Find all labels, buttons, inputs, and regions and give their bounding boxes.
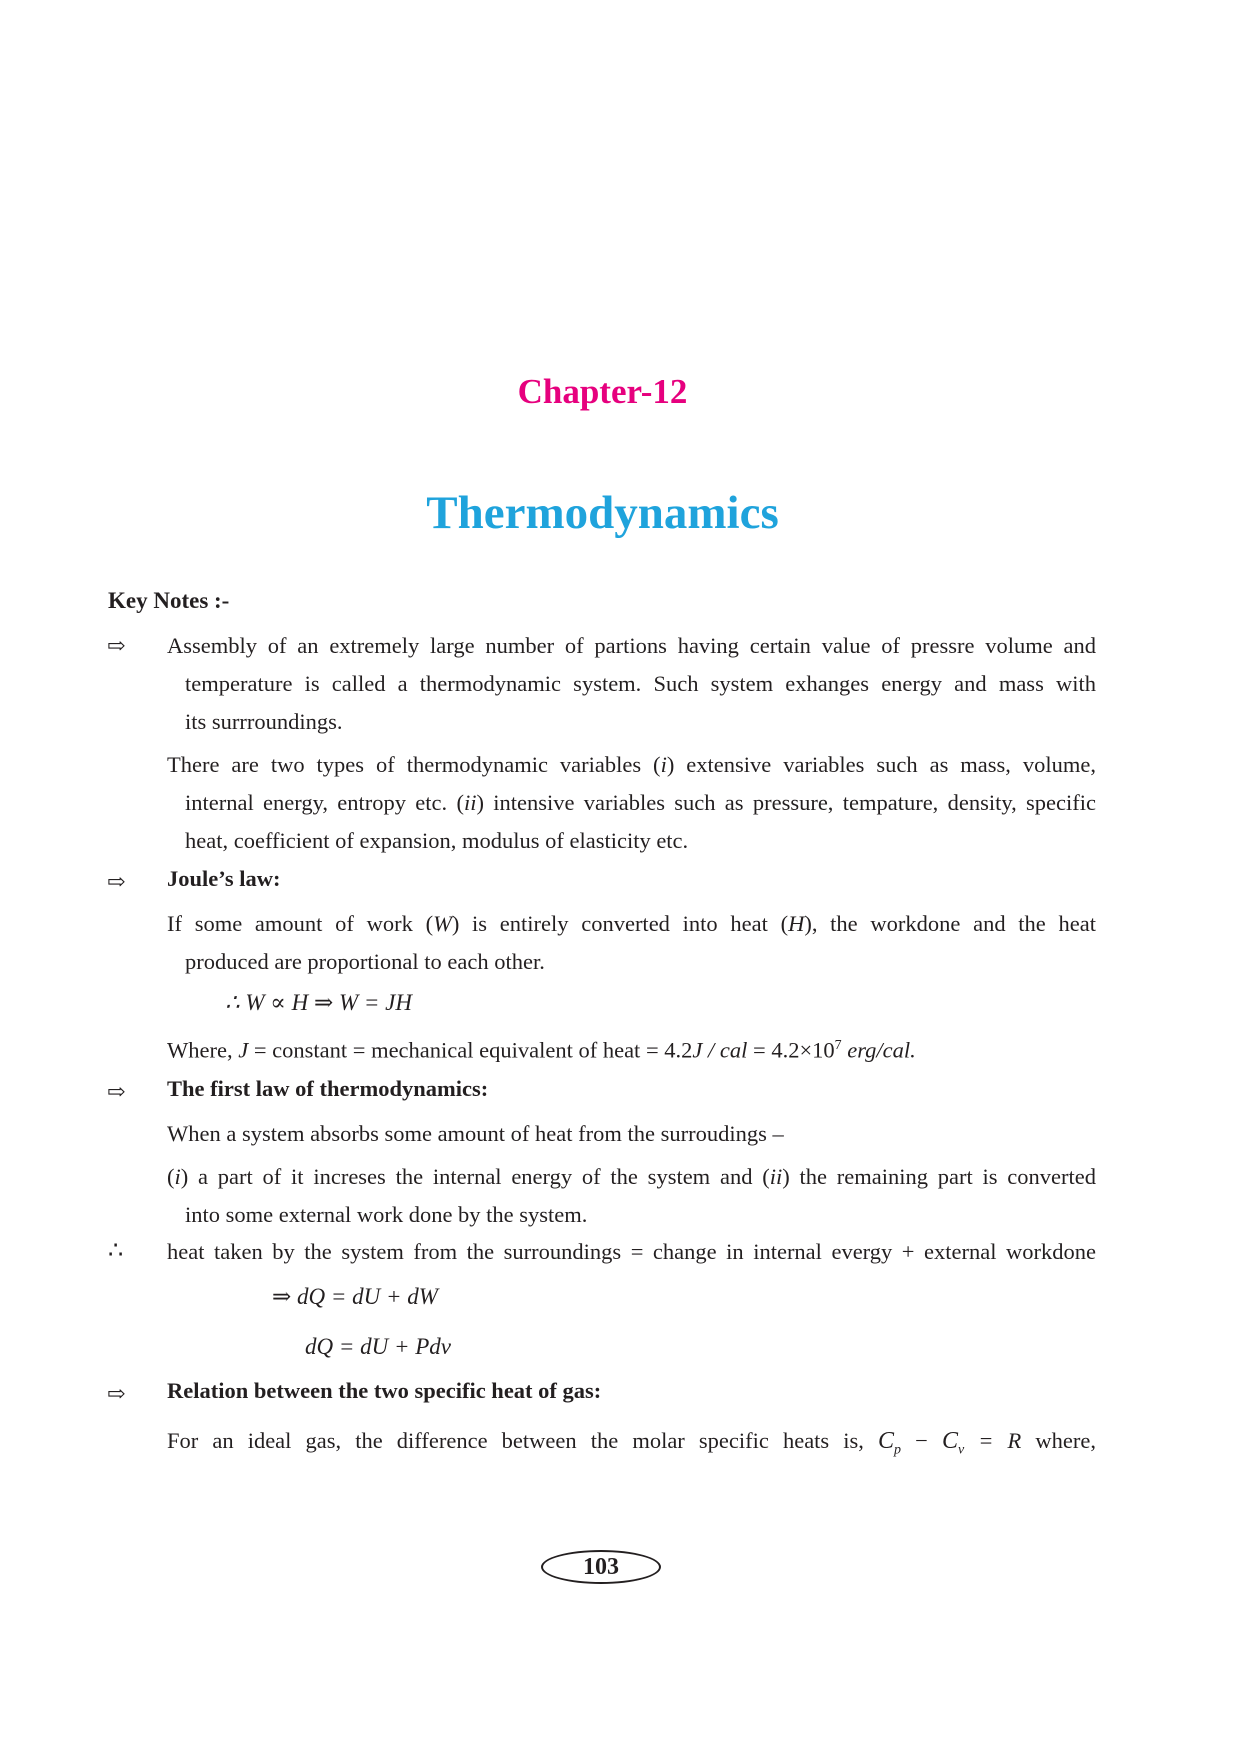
- text-line: For an ideal gas, the difference between the molar specific heats is, $C_p - C_v = R$ where,: [167, 1428, 1096, 1458]
- chapter-number: Chapter-12: [517, 372, 688, 411]
- chapter-title: Thermodynamics: [426, 487, 779, 539]
- specific-heat-heading: Relation between the two specific heat of gas:: [167, 1378, 602, 1403]
- first-law-heading: The first law of thermodynamics:: [167, 1076, 489, 1101]
- text-line: its surrroundings.: [185, 709, 343, 734]
- bullet-arrow-icon: ⇨: [107, 1381, 126, 1406]
- key-notes-label: Key Notes :-: [108, 588, 230, 613]
- bullet-arrow-icon: ⇨: [107, 869, 126, 894]
- system-definition: [167, 627, 1096, 741]
- first-law-equation-1: ⇒ dQ = dU + dW: [272, 1284, 438, 1309]
- text-line: When a system absorbs some amount of heat from the surroudings –: [167, 1121, 784, 1146]
- specific-heat-paragraph: [167, 1425, 1096, 1467]
- bullet-arrow-icon: ⇨: [107, 1079, 126, 1104]
- text-line: Assembly of an extremely large number of partions having certain value of pressre volume and: [167, 633, 1096, 658]
- first-law-paragraph: [167, 1115, 1096, 1153]
- text-line: heat, coefficient of expansion, modulus of elasticity etc.: [185, 828, 689, 853]
- text-line: There are two types of thermodynamic variables (i) extensive variables such as mass, volume,: [167, 752, 1096, 777]
- page-number: 103: [541, 1550, 661, 1584]
- therefore-symbol: ∴: [108, 1238, 124, 1264]
- joule-law-heading: Joule’s law:: [167, 866, 281, 891]
- first-law-statement: [167, 1236, 1096, 1268]
- text-line: internal energy, entropy etc. (ii) intensive variables such as pressure, tempature, density, specific: [185, 790, 1097, 815]
- text-line: heat taken by the system from the surroundings = change in internal evergy + external workdone: [167, 1239, 1096, 1264]
- joule-formula: ∴ W ∝ H ⇒ W = JH: [225, 990, 412, 1015]
- text-line: (i) a part of it increses the internal energy of the system and (ii) the remaining part is converted: [167, 1164, 1096, 1189]
- first-law-equation-2: dQ = dU + Pdv: [305, 1334, 452, 1359]
- bullet-arrow-icon: ⇨: [107, 633, 126, 658]
- first-law-parts: [167, 1158, 1096, 1234]
- text-line: temperature is called a thermodynamic system. Such system exhanges energy and mass with: [185, 671, 1096, 696]
- text-line: produced are proportional to each other.: [185, 949, 545, 974]
- text-line: into some external work done by the system.: [185, 1202, 588, 1227]
- text-line: If some amount of work (W) is entirely converted into heat (H), the workdone and the heat: [167, 911, 1096, 936]
- joule-constant-line: Where, J = constant = mechanical equivalent of heat = 4.2J / cal = $4.2\times 10^7$ erg/cal.: [167, 1037, 916, 1063]
- variables-paragraph: [167, 746, 1096, 860]
- joule-law-paragraph: [167, 905, 1096, 981]
